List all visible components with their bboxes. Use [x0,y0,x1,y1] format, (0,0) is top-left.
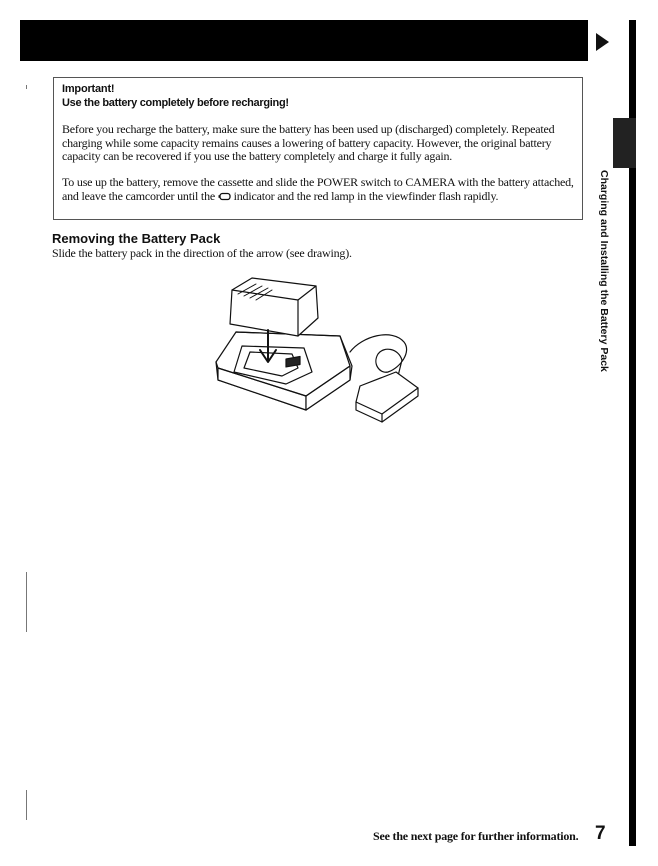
header-bar [20,20,588,61]
side-section-label-text: Charging and Installing the Battery Pack [598,170,610,372]
next-page-arrow-icon [596,33,609,51]
battery-pack [230,278,318,336]
margin-mark [26,572,27,632]
margin-mark [26,790,27,820]
section-heading: Removing the Battery Pack [52,231,221,246]
footer-note: See the next page for further information. [373,829,579,843]
paragraph-2-end: indicator and the red lamp in the viewfinder flash rapidly. [230,188,499,203]
section-text: Slide the battery pack in the direction of the arrow (see drawing). [52,246,352,260]
important-paragraph-1: Before you recharge the battery, make sure the battery has been used up (discharged) completely. Repeated charging while some capacity remains causes a lowering of battery capacity. However, the original battery capacity can be recovered if you use the battery completely and charge it fully again. [62,122,555,163]
charger-cable [350,335,407,376]
important-paragraph-2 [62,176,577,203]
margin-mark [26,85,27,89]
power-plug [356,372,418,414]
battery-indicator-icon [218,192,231,201]
side-section-label [598,170,620,372]
section-tab-marker [613,118,636,168]
important-subtitle: Use the battery completely before recharging! [62,97,289,109]
battery-charger-illustration [212,276,424,426]
page-number: 7 [595,823,606,844]
important-title: Important! [62,83,115,95]
paragraph-2-start: To use up the battery, remove the cassette and slide the POWER switch to CAMERA with the battery attached, and leave the camcorder until the [62,175,574,203]
